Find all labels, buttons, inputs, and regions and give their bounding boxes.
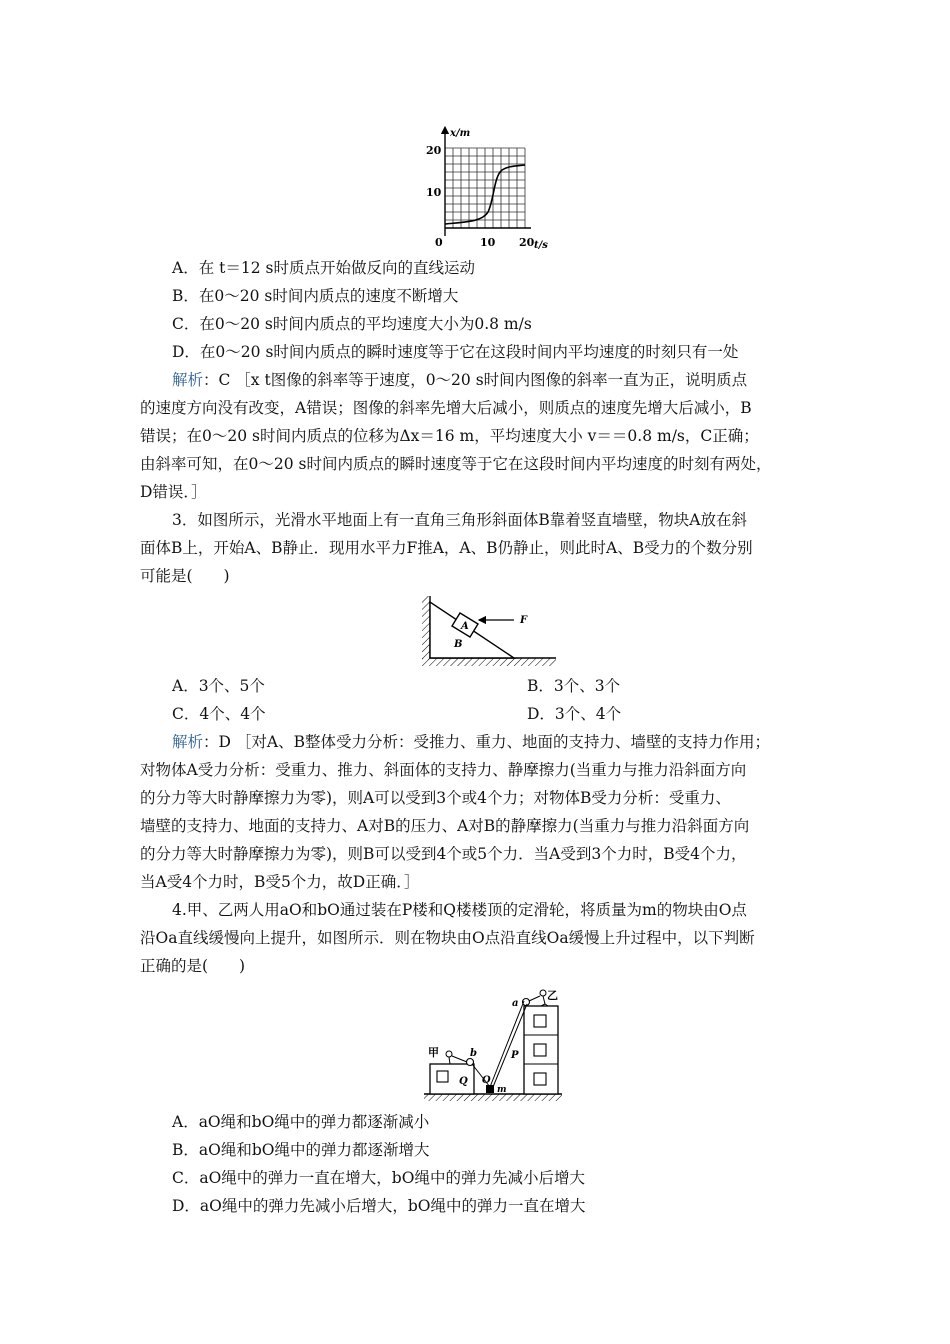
y-tick-10: 10 [426, 186, 442, 199]
label-a: a [512, 998, 519, 1009]
building-p-window-1 [534, 1015, 546, 1027]
wall-hatch [422, 596, 430, 660]
x-tick-20: 20 [519, 236, 535, 249]
q4-stem-line-3: 正确的是( ) [140, 957, 246, 975]
q4-option-b: B．aO绳和bO绳中的弹力都逐渐增大 [172, 1141, 430, 1159]
x-tick-0: 0 [435, 236, 443, 249]
wedge-figure [418, 592, 560, 666]
q3-option-c: C．4个、4个 [172, 705, 266, 723]
q3-option-d: D．3个、4个 [527, 705, 622, 723]
q3-analysis-line-2: 对物体A受力分析：受重力、推力、斜面体的支持力、静摩擦力(当重力与推力沿斜面方向 [140, 761, 747, 779]
q3-analysis-line-4: 墙壁的支持力、地面的支持力、A对B的压力、A对B的静摩擦力(当重力与推力沿斜面方向 [140, 817, 750, 835]
label-a: A [461, 621, 469, 632]
building-p-window-2 [534, 1044, 546, 1056]
person-yi [540, 990, 546, 996]
q3-analysis-line-3: 的分力等大时静摩擦力为零)，则A可以受到3个或4个力；对物体B受力分析：受重力、 [140, 789, 731, 807]
building-p-window-3 [534, 1073, 546, 1085]
label-yi: 乙 [547, 989, 558, 1002]
label-o: O [482, 1075, 491, 1086]
label-jia: 甲 [428, 1046, 439, 1059]
q2-analysis-line-1: 解析：C ［x t图像的斜率等于速度，0～20 s时间内图像的斜率一直为正，说明质点 [172, 371, 748, 389]
label-p: P [511, 1050, 519, 1061]
label-b: b [470, 1048, 477, 1059]
q3-stem-line-2: 面体B上，开始A、B静止．现用水平力F推A，A、B仍静止，则此时A、B受力的个数分别 [140, 539, 753, 557]
label-q: Q [459, 1076, 468, 1087]
q2-option-b: B．在0～20 s时间内质点的速度不断增大 [172, 287, 459, 305]
block-m [486, 1085, 494, 1093]
rope-a-side [493, 1004, 527, 1087]
q3-option-a: A．3个、5个 [172, 677, 265, 695]
rope-ao [490, 1001, 524, 1087]
q3-analysis-line-1: 解析：D ［对A、B整体受力分析：受推力、重力、地面的支持力、墙壁的支持力作用； [172, 733, 770, 751]
xt-graph [420, 126, 548, 251]
y-axis-label: x/m [450, 128, 471, 139]
label-m: m [497, 1085, 507, 1095]
q4-option-c: C．aO绳中的弹力一直在增大，bO绳中的弹力先减小后增大 [172, 1169, 585, 1187]
q3-stem-line-3: 可能是( ) [140, 567, 230, 585]
q2-analysis-line-2: 的速度方向没有改变，A错误；图像的斜率先增大后减小，则质点的速度先增大后减小，B [140, 399, 752, 417]
label-f: F [520, 615, 528, 626]
q3-analysis-line-6: 当A受4个力时，B受5个力，故D正确．］ [140, 873, 420, 891]
q4-stem-line-1: 4.甲、乙两人用aO和bO通过装在P楼和Q楼楼顶的定滑轮，将质量为m的物块由O点 [172, 901, 747, 919]
rope-yi [529, 996, 540, 1001]
q2-analysis-line-4: 由斜率可知，在0～20 s时间内质点的瞬时速度等于它在这段时间内平均速度的时刻有两处， [140, 455, 772, 473]
q2-analysis-line-3: 错误；在0～20 s时间内质点的位移为Δx＝16 m，平均速度大小 v＝＝0.8 m/s，C正确； [140, 427, 759, 445]
q2-option-d: D．在0～20 s时间内质点的瞬时速度等于它在这段时间内平均速度的时刻只有一处 [172, 343, 739, 361]
q4-option-a: A．aO绳和bO绳中的弹力都逐渐减小 [172, 1113, 430, 1131]
q3-stem-line-1: 3．如图所示，光滑水平地面上有一直角三角形斜面体B靠着竖直墙壁，物块A放在斜 [172, 511, 747, 529]
building-q-window [437, 1071, 448, 1082]
rope-jia [452, 1056, 467, 1062]
q3-option-b: B．3个、3个 [527, 677, 621, 695]
q2-analysis-line-5: D错误．］ [140, 483, 207, 501]
ground-hatch [422, 658, 556, 666]
q2-analysis-label: 解析 [172, 371, 204, 389]
ground-hatch [424, 1094, 562, 1101]
x-axis-label: t/s [534, 240, 548, 251]
q4-option-d: D．aO绳中的弹力先减小后增大，bO绳中的弹力一直在增大 [172, 1197, 586, 1215]
person-jia [446, 1051, 452, 1057]
q3-analysis-line-5: 的分力等大时静摩擦力为零)，则B可以受到4个或5个力．当A受到3个力时，B受4个力， [140, 845, 747, 863]
pulley-figure [418, 984, 566, 1106]
q3-analysis-label: 解析 [172, 733, 204, 751]
x-tick-10: 10 [480, 236, 496, 249]
y-tick-20: 20 [426, 144, 442, 157]
q2-option-c: C．在0～20 s时间内质点的平均速度大小为0.8 m/s [172, 315, 532, 333]
label-b: B [454, 639, 463, 650]
q2-option-a: A．在 t＝12 s时质点开始做反向的直线运动 [172, 259, 475, 277]
q4-stem-line-2: 沿Oa直线缓慢向上提升，如图所示．则在物块由O点沿直线Oa缓慢上升过程中，以下判断 [140, 929, 755, 947]
